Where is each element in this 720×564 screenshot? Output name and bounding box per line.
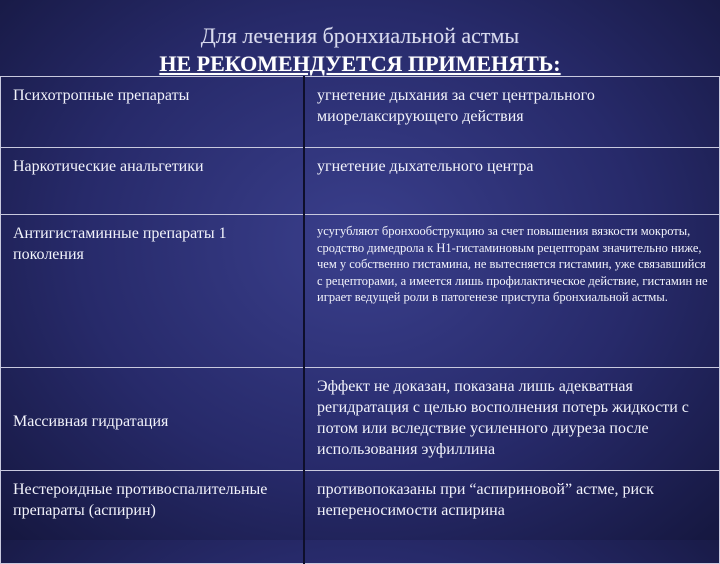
slide-title — [0, 22, 720, 78]
effect-cell: угнетение дыхательного центра — [304, 148, 720, 215]
effect-cell: противопоказаны при “аспириновой” астме, риск непереносимости аспирина — [304, 471, 720, 564]
table-row — [1, 471, 720, 564]
title-line-2: НЕ РЕКОМЕНДУЕТСЯ ПРИМЕНЯТЬ: — [159, 51, 561, 76]
drug-cell: Нестероидные противоспалительные препараты (аспирин) — [1, 471, 305, 564]
drugs-table — [0, 76, 720, 564]
drug-cell: Массивная гидратация — [1, 368, 305, 471]
table-row — [1, 148, 720, 215]
drug-cell: Наркотические анальгетики — [1, 148, 305, 215]
effect-cell: усугубляют бронхообструкцию за счет повышения вязкости мокроты, сродство димедрола к Н1-гистаминовым рецепторам значительно ниже, чем у собственно гистамина, не вытесняется гистамин, уже связавшийся с рецепторами, а имеется лишь профилактическое действие, гистамин не играет ведущей роли в патогенезе приступа бронхиальной астмы. — [304, 215, 720, 368]
effect-cell: угнетение дыхания за счет центрального миорелаксирующего действия — [304, 77, 720, 148]
drug-cell: Психотропные препараты — [1, 77, 305, 148]
table-row — [1, 77, 720, 148]
title-line-1: Для лечения бронхиальной астмы — [200, 23, 520, 48]
drug-cell: Антигистаминные препараты 1 поколения — [1, 215, 305, 368]
table-row — [1, 215, 720, 368]
table-row — [1, 368, 720, 471]
effect-cell: Эффект не доказан, показана лишь адекватная регидратация с целью восполнения потерь жидкости с потом или вследствие усиленного диуреза после использования эуфиллина — [304, 368, 720, 471]
